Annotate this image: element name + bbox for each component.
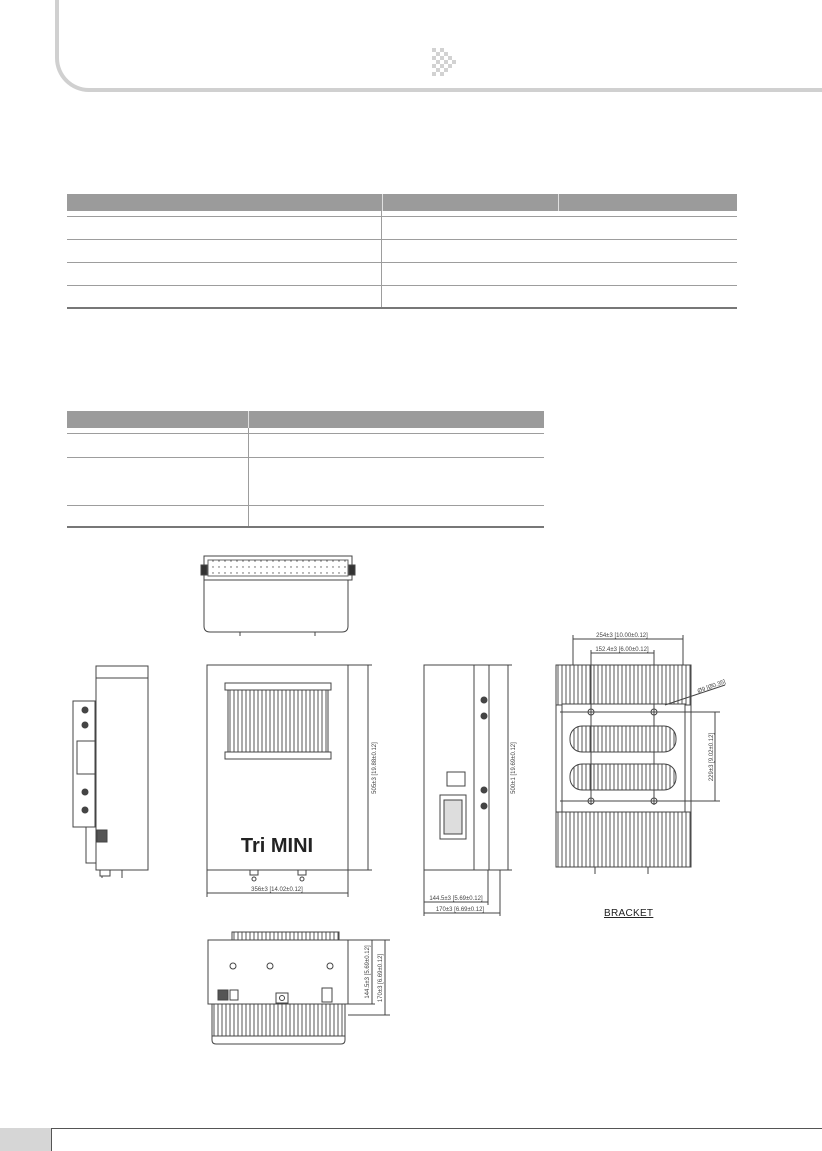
front-view [207,665,372,897]
bracket-hole-dimension: Ø9 [Ø0.35] [696,679,727,695]
side-height-dimension: 500±1 [19.69±0.12] [511,742,517,794]
side-view-left [73,666,148,878]
front-height-dimension: 505±3 [19.88±0.12] [372,742,378,794]
front-logo: Tri MINI [240,835,314,857]
side-depth-inner-dimension: 144.5±3 [5.69±0.12] [429,896,483,902]
bracket-inner-width-dimension: 152.4±3 [6.00±0.12] [595,647,649,653]
bottom-depth-outer-dimension: 170±3 [6.69±0.12] [378,953,384,1003]
bottom-depth-inner-dimension: 144.5±3 [5.69±0.12] [365,945,371,999]
bracket-height-dimension: 229±3 [9.02±0.12] [709,732,715,782]
side-depth-outer-dimension: 170±3 [6.69±0.12] [435,907,485,913]
bracket-label: BRACKET [604,908,654,919]
bottom-view [208,932,390,1044]
page-number-tab [0,1128,52,1151]
bracket-view [556,635,725,874]
top-view [201,556,355,636]
footer-rule [0,1128,822,1129]
side-view-right [424,665,512,916]
front-width-dimension: 356±3 [14.02±0.12] [251,887,303,893]
bracket-outer-width-dimension: 254±3 [10.00±0.12] [596,633,648,639]
